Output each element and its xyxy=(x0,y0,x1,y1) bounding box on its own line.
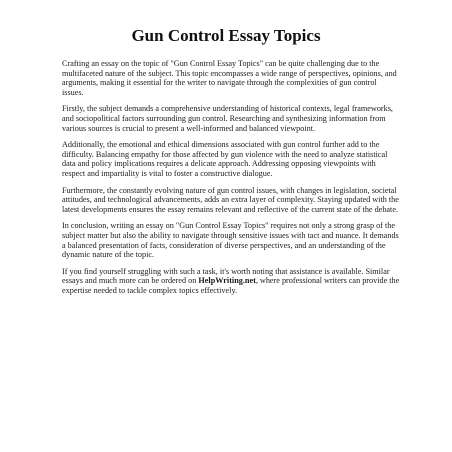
paragraph-conclusion: In conclusion, writing an essay on "Gun Control Essay Topics" requires not only a strong grasp of the subject matter but also the ability to navigate through sensitive issues with tact and nuance. It demands a balanced presentation of facts, consideration of diverse perspectives, and an understanding of the dynamic nature of the topic. xyxy=(62,221,399,260)
helpwriting-link[interactable]: HelpWriting.net xyxy=(198,276,256,286)
paragraph-intro: Crafting an essay on the topic of "Gun Control Essay Topics" can be quite challenging due to the multifaceted nature of the subject. This topic encompasses a wide range of perspectives, opinions, and arguments, making it essential for the writer to navigate through the complexities of gun control issues. xyxy=(62,59,397,97)
paragraph-firstly: Firstly, the subject demands a comprehensive understanding of historical contexts, legal frameworks, and sociopolitical factors surrounding gun control. Researching and synthesizing information from various sources is crucial to present a well-informed and balanced viewpoint. xyxy=(62,104,393,133)
document-title: Gun Control Essay Topics xyxy=(131,26,321,45)
paragraph-additionally: Additionally, the emotional and ethical dimensions associated with gun control further add to the difficulty. Balancing empathy for those affected by gun violence with the need to analyze statistical data and policy implications requires a delicate approach. Addressing opposing viewpoints with respect and impartiality is vital to foster a constructive dialogue. xyxy=(62,140,388,178)
paragraph-closing xyxy=(62,267,400,296)
closing-text-before: If you find yourself struggling with such a task, it's worth noting that assistance is available. Similar essays and much more can be ordered on xyxy=(62,266,390,286)
paragraph-furthermore: Furthermore, the constantly evolving nature of gun control issues, with changes in legislation, societal attitudes, and technological advancements, adds an extra layer of complexity. Staying updated with the latest developments ensures the essay remains relevant and reflective of the current state of the debate. xyxy=(62,185,399,214)
closing-text-after: , where professional writers can provide the expertise needed to tackle complex topics effectively. xyxy=(62,276,400,295)
document-body xyxy=(62,59,400,302)
